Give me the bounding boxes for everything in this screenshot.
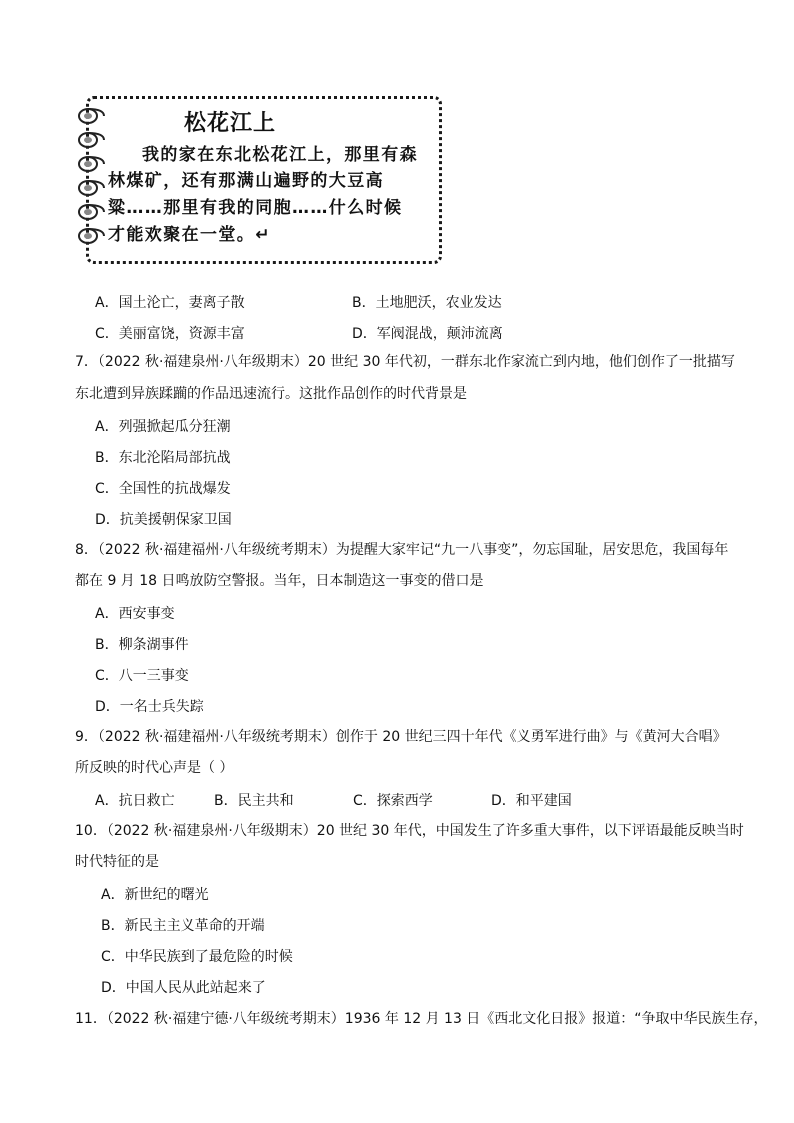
q6-option-c: C．美丽富饶，资源丰富: [95, 326, 245, 342]
q10-stem-line1: 10．（2022 秋·福建泉州·八年级期末）20 世纪 30 年代，中国发生了许多重大事件，以下评语最能反映当时: [75, 823, 744, 839]
q8-stem-line2: 都在 9 月 18 日鸣放防空警报。当年，日本制造这一事变的借口是: [75, 573, 484, 589]
q7-stem-line2: 东北遭到异族蹂躏的作品迅速流行。这批作品创作的时代背景是: [75, 386, 467, 402]
q9-option-a: A．抗日救亡: [95, 793, 175, 809]
q7-stem-line1: 7．（2022 秋·福建泉州·八年级期末）20 世纪 30 年代初，一群东北作家流亡到内地，他们创作了一批描写: [75, 354, 735, 370]
q7-option-d: D．抗美援朝保家卫国: [95, 512, 232, 528]
q10-option-c: C．中华民族到了最危险的时候: [101, 949, 293, 965]
song-lyric-line: 才能欢聚在一堂。↵: [108, 225, 271, 245]
q11-stem-line1: 11．（2022 秋·福建宁德·八年级统考期末）1936 年 12 月 13 日《西北文化日报》报道：“争取中华民族生存，: [75, 1011, 768, 1027]
q8-stem-line1: 8．（2022 秋·福建福州·八年级统考期末）为提醒大家牢记“九一八事变”，勿忘国耻，居安思危，我国每年: [75, 542, 729, 558]
q6-option-d: D．军阀混战，颠沛流离: [352, 326, 503, 342]
q8-option-b: B．柳条湖事件: [95, 637, 189, 653]
song-lyric-line: 林煤矿，还有那满山遍野的大豆高: [108, 171, 384, 191]
q7-option-a: A．列强掀起瓜分狂潮: [95, 419, 231, 435]
song-title: 松花江上: [184, 111, 277, 136]
q7-option-c: C．全国性的抗战爆发: [95, 481, 231, 497]
q8-option-d: D．一名士兵失踪: [95, 699, 204, 715]
q10-option-b: B．新民主主义革命的开端: [101, 918, 265, 934]
song-lyric-line: 粱……那里有我的同胞……什么时候: [108, 198, 403, 218]
q9-option-d: D．和平建国: [491, 793, 572, 809]
q8-option-c: C．八一三事变: [95, 668, 189, 684]
q9-option-b: B．民主共和: [214, 793, 294, 809]
q6-option-a: A．国土沦亡，妻离子散: [95, 295, 245, 311]
q10-option-a: A．新世纪的曙光: [101, 887, 209, 903]
q9-stem-line2: 所反映的时代心声是（ ）: [75, 760, 234, 776]
q6-option-b: B．土地肥沃，农业发达: [352, 295, 502, 311]
q10-option-d: D．中国人民从此站起来了: [101, 980, 266, 996]
q7-option-b: B．东北沦陷局部抗战: [95, 450, 231, 466]
q10-stem-line2: 时代特征的是: [75, 854, 159, 870]
song-lyric-line: 我的家在东北松花江上，那里有森: [142, 145, 418, 165]
q9-stem-line1: 9．（2022 秋·福建福州·八年级统考期末）创作于 20 世纪三四十年代《义勇军进行曲》与《黄河大合唱》: [75, 729, 727, 745]
spiral-binding-icon: [74, 104, 108, 254]
q9-option-c: C．探索西学: [353, 793, 433, 809]
q8-option-a: A．西安事变: [95, 606, 175, 622]
